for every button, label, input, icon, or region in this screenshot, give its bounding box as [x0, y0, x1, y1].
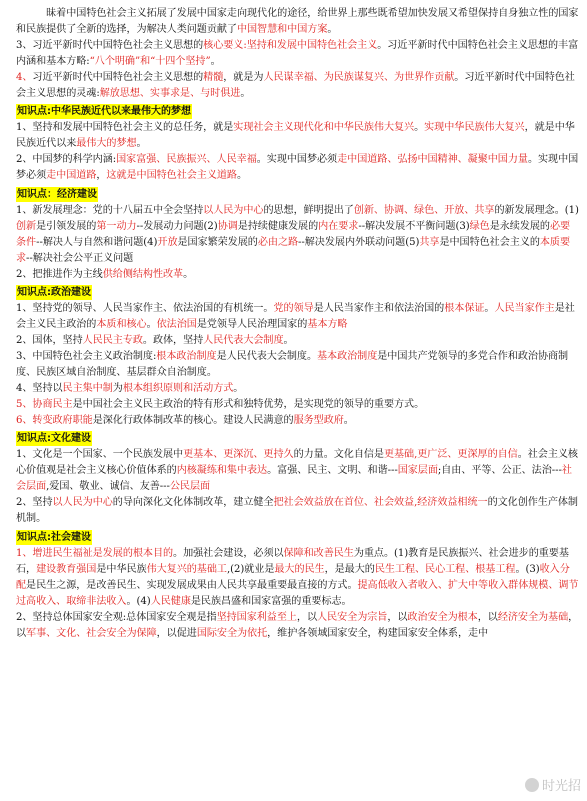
highlighted-text: 协商民主	[32, 399, 73, 411]
paragraph	[16, 301, 579, 333]
body-text: 4、坚持以	[16, 383, 63, 395]
body-text: ，就是中华民族近代以来	[16, 122, 575, 150]
highlighted-text: 增进民生福祉是发展的根本目的	[32, 547, 174, 559]
paragraph	[16, 120, 579, 152]
highlighted-text: 走中国道路、弘扬中国精神、凝聚中国力量	[337, 154, 528, 166]
body-text: 。	[146, 318, 157, 330]
body-text: 1、新发展理念：党的十八届五中全会坚持	[16, 204, 204, 216]
body-text: 。(3)	[515, 563, 540, 575]
body-text: 为重点。(1)教育是民族振兴、社会进步的重要基石，	[16, 547, 569, 575]
highlighted-text: 把社会效益放在首位、社会效益,经济效益相统一	[273, 497, 488, 509]
body-text: 是国家繁荣发展的	[177, 236, 258, 248]
paragraph	[16, 447, 579, 495]
body-text: 的思想，鲜明提出了	[263, 204, 354, 216]
highlighted-text: 人民谋幸福、为民族谋复兴、为世界作贡献	[263, 72, 455, 84]
body-text: 。习近平新时代中国特色社会主义思想的灵魂:	[16, 72, 575, 100]
highlighted-text: 更基础,更广泛、更深厚的自信	[383, 449, 518, 461]
body-text: 是民族昌盛和国家富强的重要标志。	[190, 595, 352, 607]
highlighted-text: 内在要求	[318, 220, 359, 232]
highlighted-text: 提高低收入者收入、扩大中等收入群体规模、调节过高收入、取缔非法收入	[16, 579, 579, 607]
paragraph	[16, 397, 579, 413]
section-heading-row	[16, 529, 579, 546]
highlighted-text: 国家层面	[397, 465, 438, 477]
highlighted-text: 创新、协调、绿色、开放、共享	[353, 204, 495, 216]
body-text: 的文化创作生产体制机制。	[16, 497, 578, 525]
paragraph	[16, 610, 579, 642]
highlighted-text: 共享	[419, 236, 440, 248]
body-text: ，就是为	[223, 72, 264, 84]
paragraph	[16, 413, 579, 429]
body-text: 。	[136, 138, 147, 150]
body-text: --解决发展内外联动问题(5)	[298, 236, 420, 248]
body-text: 。社会主义核心价值观是社会主义核心价值体系的	[16, 449, 578, 477]
section-heading: 知识点：经济建设	[17, 188, 97, 200]
paragraph	[16, 6, 579, 38]
body-text: 是永续发展的	[489, 220, 550, 232]
body-text: 的新发展理念。(1)	[494, 204, 579, 216]
highlighted-text: 服务型政府	[293, 415, 344, 427]
paragraph	[16, 546, 579, 610]
body-text: 。实现中国梦必须	[16, 154, 579, 182]
highlighted-text: 核心要义:坚持和发展中国特色社会主义	[203, 40, 378, 52]
highlighted-text: 根本保证	[444, 302, 485, 314]
highlighted-text: 人民代表大会制度	[203, 334, 284, 346]
watermark-text: 时光招	[541, 778, 581, 794]
highlighted-text: 必要条件	[16, 220, 571, 248]
body-text: ;自由、平等、公正、法治---	[437, 465, 562, 477]
body-text: 。加强社会建设，必须以	[173, 547, 284, 559]
highlighted-text: 绿色	[469, 220, 490, 232]
body-text: 。	[210, 56, 221, 68]
highlighted-text: 实现社会主义现代化和中华民族伟大复兴	[233, 122, 415, 134]
body-text: ，以促进	[156, 627, 197, 639]
highlighted-text: 人民民主专政	[82, 334, 143, 346]
body-text: ，维护各领域国家安全，构建国家安全体系，走中	[267, 627, 489, 639]
body-text: 3、中国特色社会主义政治制度:	[16, 350, 157, 362]
highlighted-text: 本质要求	[16, 236, 571, 264]
section-heading-row	[16, 186, 579, 203]
highlighted-text: 民主集中制	[62, 383, 113, 395]
highlighted-text: 走中国道路	[46, 170, 97, 182]
body-text: 是中国特色社会主义的	[439, 236, 540, 248]
body-text: 。	[414, 122, 425, 134]
body-text: ，以	[16, 611, 579, 639]
paragraph	[16, 349, 579, 381]
body-text: 2、把推进作为主线	[16, 268, 103, 280]
body-text: 3、习近平新时代中国特色社会主义思想的	[16, 40, 204, 52]
highlighted-text: 经济安全为基础	[497, 611, 569, 623]
body-text: 。	[343, 415, 354, 427]
body-text: 为	[112, 383, 123, 395]
body-text: 是社会主义民主政治的	[16, 302, 575, 330]
watermark	[525, 778, 581, 795]
highlighted-text: 必由之路	[257, 236, 299, 248]
body-text: 。	[236, 170, 248, 182]
body-text: 。(4)	[126, 595, 151, 607]
highlighted-text: 5、	[16, 399, 33, 411]
body-text: 2、坚持总体国家安全观:总体国家安全观是指	[16, 611, 217, 623]
highlighted-text: 党的领导	[273, 302, 314, 314]
body-text: ，是最大的	[324, 563, 375, 575]
highlighted-text: 收入分配	[16, 563, 570, 591]
body-text: 。	[327, 24, 338, 36]
highlighted-text: 国家富强、民族振兴、人民幸福	[116, 154, 257, 166]
wechat-icon	[525, 778, 539, 792]
highlighted-text: 以人民为中心	[52, 497, 113, 509]
paragraph	[16, 495, 579, 527]
highlighted-text: “八个明确”和“十四个坚持”	[89, 56, 211, 68]
highlighted-text: 更基本、更深沉、更持久	[183, 449, 294, 461]
highlighted-text: 6、	[16, 415, 33, 427]
paragraph	[16, 152, 579, 184]
highlighted-text: 建设教育强国	[36, 563, 97, 575]
body-text: 1、文化是一个国家、一个民族发展中	[16, 449, 184, 461]
body-text: 是中国共产党领导的多党合作和政治协商制度、民族区域自治制度、基层群众自治制度。	[16, 350, 569, 379]
highlighted-text: 伟大复兴的基础工	[146, 563, 227, 575]
section-heading-row	[16, 430, 579, 447]
body-text: 昧着中国特色社会主义拓展了发展中国家走向现代化的途径，给世界上那些既希望加快发展又希望保持自身独立性的国家和民族提供了全新的选择，为解决人类问题贡献了	[16, 8, 579, 36]
highlighted-text: 基本政治制度	[317, 350, 378, 362]
body-text: 。	[183, 268, 194, 280]
body-text: 1、坚持和发展中国特色社会主义的总任务，就是	[16, 122, 234, 134]
body-text: 。富强、民主、文明、和谐---	[267, 465, 398, 477]
body-text: 。	[233, 383, 244, 395]
body-text: 1、坚持党的领导、人民当家作主、依法治国的有机统一。	[16, 302, 274, 314]
highlighted-text: 转变政府职能	[32, 415, 93, 427]
highlighted-text: 最大的民生	[274, 563, 325, 575]
section-heading-row	[16, 103, 579, 120]
body-text: 是深化行政体制改革的核心。建设人民满意的	[92, 415, 294, 427]
body-text	[16, 8, 46, 19]
highlighted-text: 最伟大的梦想	[76, 138, 137, 150]
section-heading: 知识点:中华民族近代以来最伟大的梦想	[17, 106, 191, 118]
body-text: 。政体，坚持	[142, 334, 204, 346]
highlighted-text: 创新	[16, 220, 37, 232]
highlighted-text: 内核凝练和集中表达	[176, 465, 268, 477]
body-text: 2、中国梦的科学内涵:	[16, 154, 117, 166]
body-text: 2、国体，坚持	[16, 334, 83, 346]
body-text: 是民生之源，是改善民生、实现发展成果由人民共享最重要最直接的方式。	[26, 579, 358, 591]
highlighted-text: 人民健康	[150, 595, 191, 607]
highlighted-text: 社会层面	[16, 465, 572, 493]
highlighted-text: 这就是中国特色社会主义道路	[106, 170, 237, 182]
paragraph	[16, 333, 579, 349]
paragraph	[16, 203, 579, 267]
section-heading: 知识点:文化建设	[17, 433, 91, 445]
body-text: 是人民当家作主和依法治国的	[313, 302, 445, 314]
highlighted-text: 实现中华民族伟大复兴	[424, 122, 525, 134]
body-text: 。	[484, 302, 495, 314]
body-text: ,爱国、敬业、诚信、友善---	[46, 481, 170, 493]
body-text: 是中国社会主义民主政治的特有形式和独特优势，是实现党的领导的重要方式。	[72, 399, 425, 411]
body-text: 是持续健康发展的	[237, 220, 319, 232]
body-text: 。实现中国梦必须	[256, 154, 338, 166]
section-heading: 知识点:社会建设	[17, 531, 91, 543]
body-text: 是引领发展的	[36, 220, 97, 232]
highlighted-text: 1、	[16, 547, 33, 559]
highlighted-text: 人民当家作主	[494, 302, 555, 314]
body-text: 的导向深化文化体制改革，建立健全	[112, 497, 274, 509]
highlighted-text: 根本组织原则和活动方式	[122, 383, 234, 395]
section-heading-row	[16, 284, 579, 301]
body-text: 。	[240, 88, 251, 100]
highlighted-text: 精髓	[203, 72, 224, 84]
body-text: ,(2)就业是	[226, 563, 275, 575]
highlighted-text: 中国智慧和中国方案	[236, 24, 328, 36]
highlighted-text: 4、	[16, 72, 33, 84]
highlighted-text: 人民安全为宗旨	[317, 611, 388, 623]
section-heading: 知识点:政治建设	[17, 286, 91, 298]
highlighted-text: 基本方略	[307, 318, 348, 330]
body-text: --解决社会公平正义问题	[26, 252, 134, 264]
body-text: 。	[283, 334, 294, 346]
body-text: 的力量。文化自信是	[293, 449, 384, 461]
highlighted-text: 根本政治制度	[156, 350, 217, 362]
highlighted-text: 坚持国家利益至上	[216, 611, 297, 623]
body-text: --解决发展不平衡问题(3)	[358, 220, 470, 232]
highlighted-text: 国际安全为依托	[196, 627, 268, 639]
highlighted-text: 第一动力	[96, 220, 137, 232]
body-text: ，以	[477, 611, 498, 623]
highlighted-text: 依法治国	[156, 318, 197, 330]
highlighted-text: 保障和改善民生	[283, 547, 354, 559]
body-text: ，	[96, 170, 107, 182]
body-text: 是人民代表大会制度。	[216, 350, 317, 362]
body-text: 习近平新时代中国特色社会主义思想的	[32, 72, 204, 84]
highlighted-text: 公民层面	[169, 481, 211, 493]
highlighted-text: 军事、文化、社会安全为保障	[26, 627, 157, 639]
paragraph	[16, 70, 579, 102]
highlighted-text: 协调	[217, 220, 238, 232]
body-text: 是中华民族	[96, 563, 147, 575]
body-text: 。习近平新时代中国特色社会主义思想的丰富内涵和基本方略:	[16, 40, 579, 68]
body-text: ，以	[387, 611, 408, 623]
highlighted-text: 政治安全为根本	[407, 611, 478, 623]
body-text: --解决人与自然和谐问题(4)	[36, 236, 158, 248]
body-text: --发展动力问题(2)	[136, 220, 218, 232]
body-text: 2、坚持	[16, 497, 53, 509]
body-text: ，以	[296, 611, 318, 623]
paragraph	[16, 267, 579, 283]
paragraph	[16, 381, 579, 397]
highlighted-text: 开放	[157, 236, 178, 248]
body-text: 是党领导人民治理国家的	[196, 318, 308, 330]
highlighted-text: 本质和核心	[96, 318, 147, 330]
paragraph	[16, 38, 579, 70]
highlighted-text: 解放思想、实事求是、与时俱进	[99, 88, 241, 100]
highlighted-text: 民生工程、民心工程、根基工程	[374, 563, 516, 575]
highlighted-text: 以人民为中心	[203, 204, 264, 216]
highlighted-text: 供给侧结构性改革	[102, 268, 184, 280]
